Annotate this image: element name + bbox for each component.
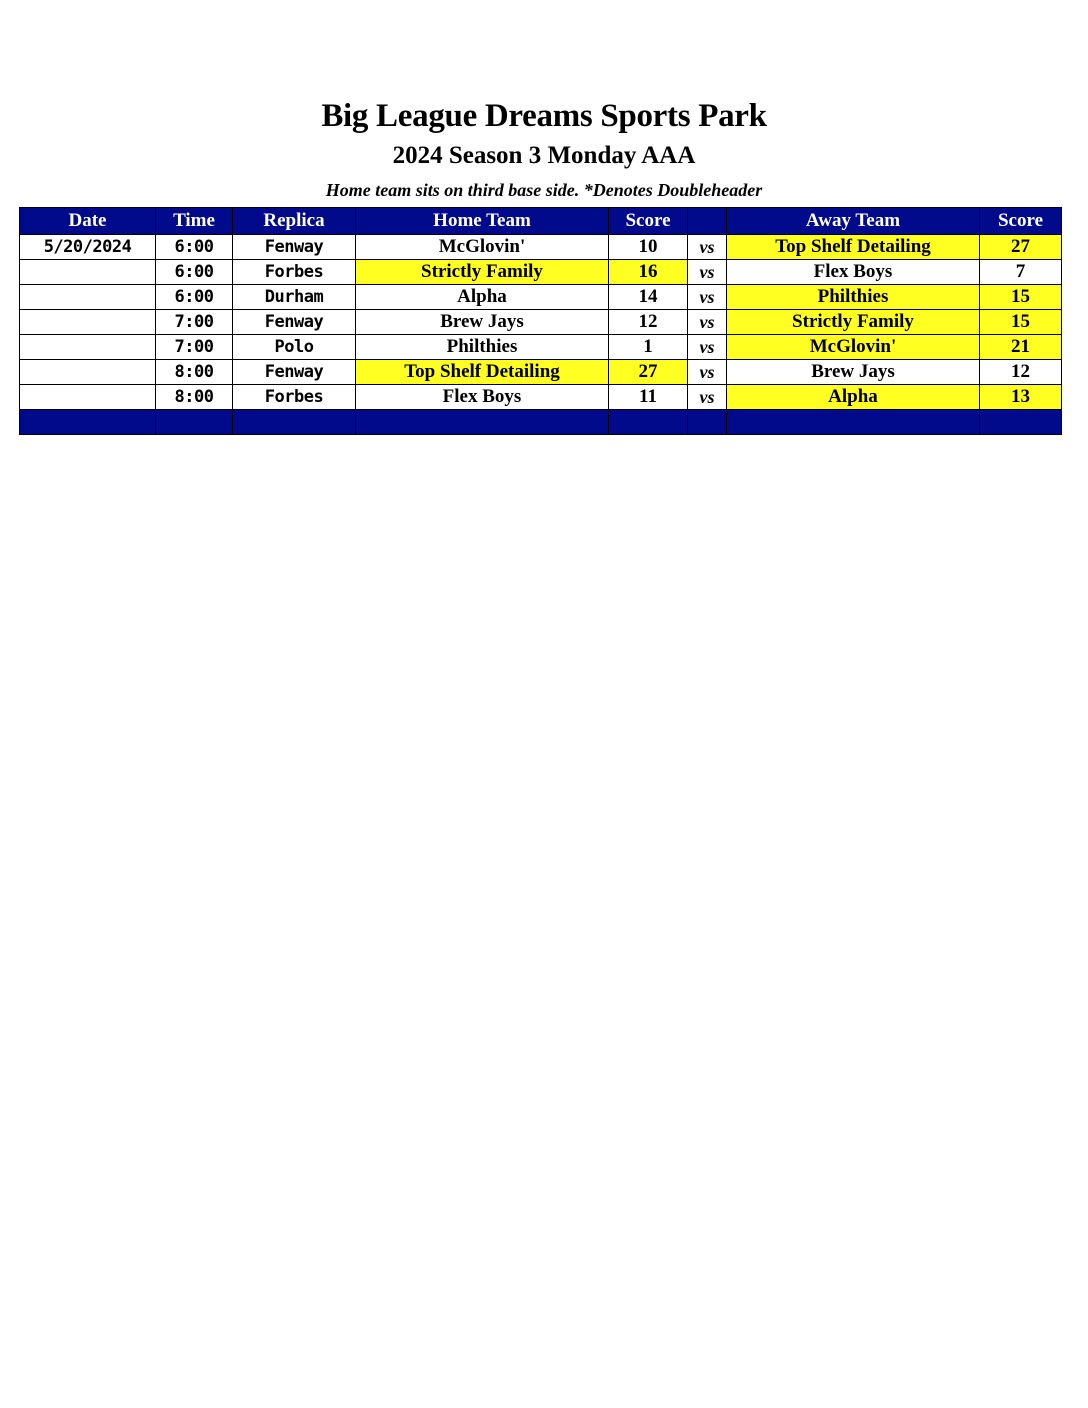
table-row: [20, 235, 1062, 260]
vs-cell: vs: [688, 335, 727, 360]
time-cell: 6:00: [156, 260, 233, 285]
away-score-cell: 27: [980, 235, 1062, 260]
footer-cell: [727, 410, 980, 435]
column-header-vs: [688, 208, 727, 235]
home-score-cell: 14: [609, 285, 688, 310]
field-cell: Fenway: [233, 310, 356, 335]
home-score-cell: 12: [609, 310, 688, 335]
time-cell: 7:00: [156, 310, 233, 335]
away-team-cell: Alpha: [727, 385, 980, 410]
away-score-cell: 12: [980, 360, 1062, 385]
time-cell: 6:00: [156, 235, 233, 260]
date-cell: [20, 360, 156, 385]
date-cell: [20, 335, 156, 360]
vs-cell: vs: [688, 360, 727, 385]
table-row: [20, 285, 1062, 310]
away-team-cell: McGlovin': [727, 335, 980, 360]
schedule-body: [20, 235, 1062, 435]
page-title: Big League Dreams Sports Park: [321, 98, 767, 134]
footer-cell: [156, 410, 233, 435]
home-team-cell: Alpha: [356, 285, 609, 310]
vs-cell: vs: [688, 260, 727, 285]
away-score-cell: 15: [980, 285, 1062, 310]
vs-cell: vs: [688, 235, 727, 260]
away-score-cell: 7: [980, 260, 1062, 285]
column-header-replica: Replica: [233, 208, 356, 235]
field-cell: Forbes: [233, 385, 356, 410]
table-row: [20, 335, 1062, 360]
page-note: Home team sits on third base side. *Denotes Doubleheader: [325, 180, 763, 200]
footer-cell: [20, 410, 156, 435]
date-cell: [20, 385, 156, 410]
home-score-cell: 1: [609, 335, 688, 360]
column-header-away-score: Score: [980, 208, 1062, 235]
column-header-time: Time: [156, 208, 233, 235]
field-cell: Forbes: [233, 260, 356, 285]
footer-cell: [980, 410, 1062, 435]
time-cell: 7:00: [156, 335, 233, 360]
home-team-cell: McGlovin': [356, 235, 609, 260]
table-row: [20, 310, 1062, 335]
table-row: [20, 360, 1062, 385]
footer-cell: [688, 410, 727, 435]
away-team-cell: Top Shelf Detailing: [727, 235, 980, 260]
away-score-cell: 21: [980, 335, 1062, 360]
home-team-cell: Top Shelf Detailing: [356, 360, 609, 385]
footer-cell: [233, 410, 356, 435]
vs-cell: vs: [688, 285, 727, 310]
table-row: [20, 385, 1062, 410]
date-cell: [20, 260, 156, 285]
vs-cell: vs: [688, 385, 727, 410]
away-team-cell: Flex Boys: [727, 260, 980, 285]
home-team-cell: Flex Boys: [356, 385, 609, 410]
table-footer-row: [20, 410, 1062, 435]
home-team-cell: Philthies: [356, 335, 609, 360]
date-cell: [20, 310, 156, 335]
away-team-cell: Strictly Family: [727, 310, 980, 335]
date-cell: [20, 285, 156, 310]
home-team-cell: Brew Jays: [356, 310, 609, 335]
field-cell: Fenway: [233, 235, 356, 260]
home-score-cell: 10: [609, 235, 688, 260]
date-cell: 5/20/2024: [20, 235, 156, 260]
column-header-date: Date: [20, 208, 156, 235]
column-header-home-score: Score: [609, 208, 688, 235]
column-header-home-team: Home Team: [356, 208, 609, 235]
table-header-row: [20, 208, 1062, 235]
field-cell: Fenway: [233, 360, 356, 385]
home-team-cell: Strictly Family: [356, 260, 609, 285]
time-cell: 6:00: [156, 285, 233, 310]
table-row: [20, 260, 1062, 285]
column-header-away-team: Away Team: [727, 208, 980, 235]
field-cell: Polo: [233, 335, 356, 360]
home-score-cell: 27: [609, 360, 688, 385]
away-score-cell: 15: [980, 310, 1062, 335]
vs-cell: vs: [688, 310, 727, 335]
footer-cell: [356, 410, 609, 435]
footer-cell: [609, 410, 688, 435]
time-cell: 8:00: [156, 360, 233, 385]
schedule-table: [19, 207, 1062, 435]
page-subtitle: 2024 Season 3 Monday AAA: [392, 142, 696, 169]
away-score-cell: 13: [980, 385, 1062, 410]
home-score-cell: 11: [609, 385, 688, 410]
field-cell: Durham: [233, 285, 356, 310]
away-team-cell: Brew Jays: [727, 360, 980, 385]
home-score-cell: 16: [609, 260, 688, 285]
away-team-cell: Philthies: [727, 285, 980, 310]
time-cell: 8:00: [156, 385, 233, 410]
